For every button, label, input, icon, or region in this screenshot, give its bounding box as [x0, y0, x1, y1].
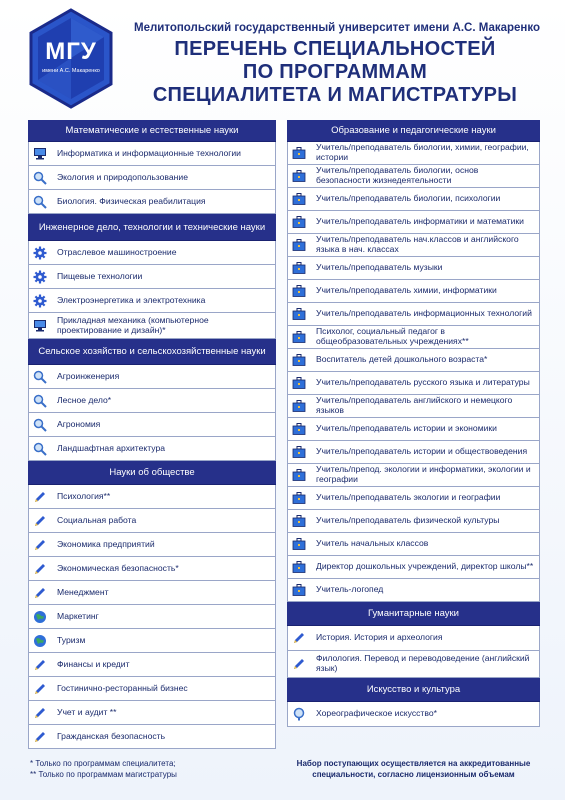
briefcase-icon [288, 326, 310, 348]
pen-icon [29, 533, 51, 556]
pen-icon [288, 651, 310, 677]
briefcase-icon [288, 303, 310, 325]
footnote: * Только по программам специалитета; [30, 759, 176, 768]
pen-icon [29, 725, 51, 748]
left-column [28, 120, 276, 749]
list-item: Туризм [28, 629, 276, 653]
briefcase-icon [288, 556, 310, 578]
briefcase-icon [288, 165, 310, 187]
globe-icon [29, 629, 51, 652]
list-item: Электроэнергетика и электротехника [28, 289, 276, 313]
briefcase-icon [288, 487, 310, 509]
briefcase-icon [288, 533, 310, 555]
briefcase-icon [288, 142, 310, 164]
pen-icon [29, 509, 51, 532]
briefcase-icon [288, 418, 310, 440]
logo-subtext: имени А.С. Макаренко [42, 68, 100, 74]
globe-icon [29, 605, 51, 628]
list-item: Учитель/преподаватель музыки [287, 257, 540, 280]
list-item: Психолог, социальный педагог в общеобразовательных учреждениях** [287, 326, 540, 349]
list-item: Воспитатель детей дошкольного возраста* [287, 349, 540, 372]
section-header: Инженерное дело, технологии и технические науки [28, 214, 276, 241]
magnifier-icon [29, 365, 51, 388]
list-item: Учитель-логопед [287, 579, 540, 602]
list-item: Учитель/преподаватель биологии, химии, географии, истории [287, 142, 540, 165]
list-item: Финансы и кредит [28, 653, 276, 677]
briefcase-icon [288, 464, 310, 486]
header [0, 0, 565, 120]
briefcase-icon [288, 510, 310, 532]
gear-icon [29, 289, 51, 312]
footnote: ** Только по программам магистратуры [30, 770, 177, 779]
list-item: История. История и археология [287, 626, 540, 651]
list-item: Учитель/преподаватель химии, информатики [287, 280, 540, 303]
magnifier-icon [29, 437, 51, 460]
logo-text: МГУ [45, 38, 97, 65]
list-item: Учитель/преподаватель биологии, основ безопасности жизнедеятельности [287, 165, 540, 188]
list-item: Учитель/преподаватель истории и обществоведения [287, 441, 540, 464]
list-item: Учитель/препод. экологии и информатики, экологии и географии [287, 464, 540, 487]
gear-icon [29, 265, 51, 288]
pen-icon [288, 626, 310, 650]
list-item: Учет и аудит ** [28, 701, 276, 725]
section-header: Искусство и культура [287, 678, 540, 702]
list-item: Гражданская безопасность [28, 725, 276, 749]
section-header: Науки об обществе [28, 461, 276, 485]
pen-icon [29, 557, 51, 580]
list-item: Агрономия [28, 413, 276, 437]
list-item: Директор дошкольных учреждений, директор школы** [287, 556, 540, 579]
list-item: Экономическая безопасность* [28, 557, 276, 581]
footer-note: Набор поступающих осуществляется на аккредитованные специальности, согласно лицензионным объемам [296, 759, 531, 779]
list-item: Учитель/преподаватель истории и экономики [287, 418, 540, 441]
magnifier-icon [29, 166, 51, 189]
title-line: ПЕРЕЧЕНЬ СПЕЦИАЛЬНОСТЕЙ [174, 38, 496, 60]
list-item: Социальная работа [28, 509, 276, 533]
section-header: Сельское хозяйство и сельскохозяйственные науки [28, 339, 276, 365]
briefcase-icon [288, 349, 310, 371]
briefcase-icon [288, 188, 310, 210]
list-item: Менеджмент [28, 581, 276, 605]
list-item: Агроинженерия [28, 365, 276, 389]
magnifier-icon [29, 389, 51, 412]
list-item: Учитель/преподаватель физической культуры [287, 510, 540, 533]
list-item: Учитель начальных классов [287, 533, 540, 556]
medal-icon [288, 702, 310, 726]
magnifier-icon [29, 190, 51, 213]
list-item: Ландшафтная архитектура [28, 437, 276, 461]
monitor-icon [29, 313, 51, 338]
list-item: Пищевые технологии [28, 265, 276, 289]
list-item: Отраслевое машиностроение [28, 241, 276, 265]
university-logo [27, 8, 115, 109]
list-item: Учитель/преподаватель русского языка и литературы [287, 372, 540, 395]
list-item: Учитель/преподаватель английского и немецкого языков [287, 395, 540, 418]
list-item: Биология. Физическая реабилитация [28, 190, 276, 214]
right-column [287, 120, 540, 727]
list-item: Учитель/преподаватель информационных технологий [287, 303, 540, 326]
title-line: ПО ПРОГРАММАМ [242, 61, 428, 83]
list-item: Прикладная механика (компьютерное проектирование и дизайн)* [28, 313, 276, 339]
section-header: Гуманитарные науки [287, 602, 540, 626]
list-item: Учитель/преподаватель биологии, психологии [287, 188, 540, 211]
pen-icon [29, 653, 51, 676]
footnotes [30, 758, 177, 780]
briefcase-icon [288, 441, 310, 463]
magnifier-icon [29, 413, 51, 436]
briefcase-icon [288, 579, 310, 601]
list-item: Учитель/преподаватель информатики и математики [287, 211, 540, 234]
list-item: Экология и природопользование [28, 166, 276, 190]
list-item: Информатика и информационные технологии [28, 142, 276, 166]
pen-icon [29, 485, 51, 508]
briefcase-icon [288, 211, 310, 233]
list-item: Хореографическое искусство* [287, 702, 540, 727]
briefcase-icon [288, 395, 310, 417]
university-name: Мелитопольский государственный университет имени А.С. Макаренко [133, 22, 540, 34]
briefcase-icon [288, 372, 310, 394]
briefcase-icon [288, 234, 310, 256]
pen-icon [29, 581, 51, 604]
gear-icon [29, 241, 51, 264]
list-item: Лесное дело* [28, 389, 276, 413]
list-item: Учитель/преподаватель экологии и географии [287, 487, 540, 510]
list-item: Гостинично-ресторанный бизнес [28, 677, 276, 701]
briefcase-icon [288, 257, 310, 279]
list-item: Учитель/преподаватель нач.классов и английского языка в нач. классах [287, 234, 540, 257]
pen-icon [29, 701, 51, 724]
title-line: СПЕЦИАЛИТЕТА И МАГИСТРАТУРЫ [152, 84, 518, 106]
pen-icon [29, 677, 51, 700]
section-header: Математические и естественные науки [28, 120, 276, 142]
list-item: Экономика предприятий [28, 533, 276, 557]
list-item: Филология. Перевод и переводоведение (английский язык) [287, 651, 540, 678]
section-header: Образование и педагогические науки [287, 120, 540, 142]
monitor-icon [29, 142, 51, 165]
list-item: Психология** [28, 485, 276, 509]
briefcase-icon [288, 280, 310, 302]
list-item: Маркетинг [28, 605, 276, 629]
page-title [120, 38, 550, 107]
